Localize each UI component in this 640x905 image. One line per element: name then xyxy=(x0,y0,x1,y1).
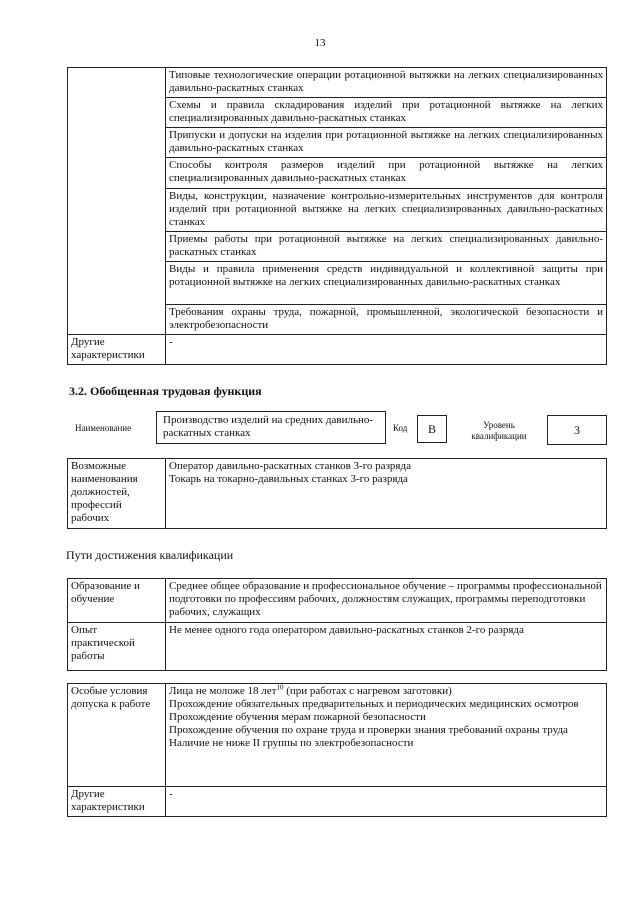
other-characteristics-label: Другие характеристики xyxy=(68,335,166,365)
admission-item xyxy=(169,685,603,698)
admission-item: Наличие не ниже II группы по электробезопасности xyxy=(169,737,414,749)
function-name-box: Производство изделий на средних давильно-раскатных станках xyxy=(156,411,386,444)
positions-label: Возможные наименования должностей, профессий рабочих xyxy=(68,459,166,529)
admission-item: Прохождение обучения мерам пожарной безопасности xyxy=(169,711,426,723)
education-table xyxy=(67,578,607,671)
knowledge-item: Типовые технологические операции ротационной вытяжки на легких специализированных давильно-раскатных станках xyxy=(166,68,607,98)
admission-item: Прохождение обучения по охране труда и проверки знания требований охраны труда xyxy=(169,724,568,736)
admission-label: Особые условия допуска к работе xyxy=(68,684,166,787)
admission-other-label: Другие характеристики xyxy=(68,787,166,817)
empty-label-cell xyxy=(68,68,166,335)
knowledge-item: Требования охраны труда, пожарной, промышленной, экологической безопасности и электробезопасности xyxy=(166,305,607,335)
admission-list xyxy=(166,684,607,787)
level-label: Уровень квалификации xyxy=(471,420,527,441)
position-item: Оператор давильно-раскатных станков 3-го разряда xyxy=(169,460,411,472)
other-characteristics-value: - xyxy=(166,335,607,365)
knowledge-table xyxy=(67,67,607,365)
admission-item: Прохождение обязательных предварительных и периодических медицинских осмотров xyxy=(169,698,579,710)
knowledge-item: Виды и правила применения средств индивидуальной и коллективной защиты при ротационной вытяжке на легких специализированных давильно-раскатных станках xyxy=(166,262,607,305)
code-box: B xyxy=(417,415,447,443)
page-number: 13 xyxy=(314,37,326,49)
position-item: Токарь на токарно-давильных станках 3-го разряда xyxy=(169,473,408,485)
admission-item-note: (при работах с нагревом заготовки) xyxy=(283,685,452,697)
code-label: Код xyxy=(393,423,408,433)
knowledge-item: Схемы и правила складирования изделий при ротационной вытяжке на легких специализированных давильно-раскатных станках xyxy=(166,98,607,128)
admission-other-value: - xyxy=(166,787,607,817)
positions-table xyxy=(67,458,607,529)
qualification-paths-title: Пути достижения квалификации xyxy=(66,548,234,562)
admission-item-text: Лица не моложе 18 лет xyxy=(169,685,277,697)
experience-label: Опыт практической работы xyxy=(68,623,166,671)
knowledge-item: Способы контроля размеров изделий при ротационной вытяжке на легких специализированных давильно-раскатных станках xyxy=(166,158,607,189)
knowledge-item: Припуски и допуски на изделия при ротационной вытяжке на легких специализированных давильно-раскатных станках xyxy=(166,128,607,158)
knowledge-item: Приемы работы при ротационной вытяжке на легких специализированных давильно-раскатных станках xyxy=(166,232,607,262)
education-label: Образование и обучение xyxy=(68,579,166,623)
level-box: 3 xyxy=(547,415,607,445)
education-value: Среднее общее образование и профессиональное обучение – программы профессиональной подготовки по профессиям рабочих, должностям служащих, программы переподготовки рабочих, служащих xyxy=(166,579,607,623)
section-title: 3.2. Обобщенная трудовая функция xyxy=(69,384,262,398)
footnote-marker: 10 xyxy=(276,683,284,692)
experience-value: Не менее одного года оператором давильно-раскатных станков 2-го разряда xyxy=(166,623,607,671)
name-label: Наименование xyxy=(75,423,132,433)
knowledge-item: Виды, конструкции, назначение контрольно-измерительных инструментов для контроля изделий при ротационной вытяжке на легких специализированных давильно-раскатных станках xyxy=(166,189,607,232)
admission-table xyxy=(67,683,607,817)
positions-list xyxy=(166,459,607,529)
